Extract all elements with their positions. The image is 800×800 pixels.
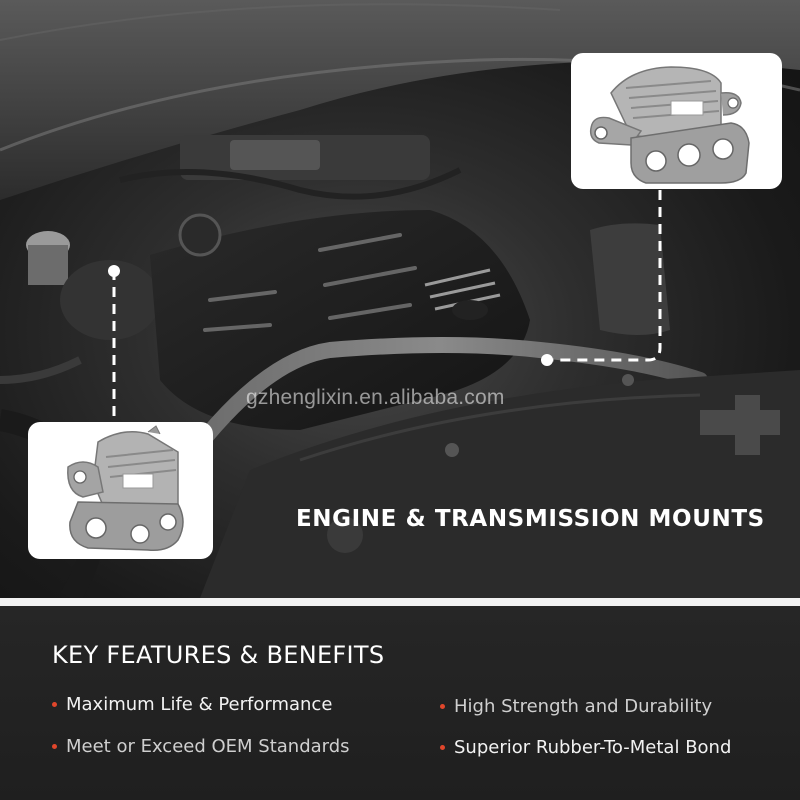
feature-item (440, 696, 712, 717)
mount-illustration-left (28, 422, 213, 559)
bullet-dot-icon (440, 745, 445, 750)
callout-dot-left (108, 265, 120, 277)
feature-item (440, 737, 731, 758)
section-divider (0, 598, 800, 606)
feature-item (52, 736, 350, 757)
mount-illustration-top (571, 53, 782, 189)
features-panel (0, 606, 800, 800)
feature-label: Maximum Life & Performance (66, 694, 333, 715)
watermark-text: gzhenglixin.en.alibaba.com (246, 386, 505, 409)
feature-label: High Strength and Durability (454, 696, 713, 717)
engine-mount-top-image (571, 53, 782, 189)
bullet-dot-icon (52, 702, 57, 707)
bullet-dot-icon (52, 744, 57, 749)
feature-item (52, 694, 332, 715)
feature-label: Meet or Exceed OEM Standards (66, 736, 350, 757)
feature-label: Superior Rubber-To-Metal Bond (454, 737, 732, 758)
features-heading: KEY FEATURES & BENEFITS (52, 641, 385, 669)
hero-title: ENGINE & TRANSMISSION MOUNTS (296, 506, 765, 532)
bullet-dot-icon (440, 704, 445, 709)
engine-mount-left-image (28, 422, 213, 559)
callout-dot-right (541, 354, 553, 366)
